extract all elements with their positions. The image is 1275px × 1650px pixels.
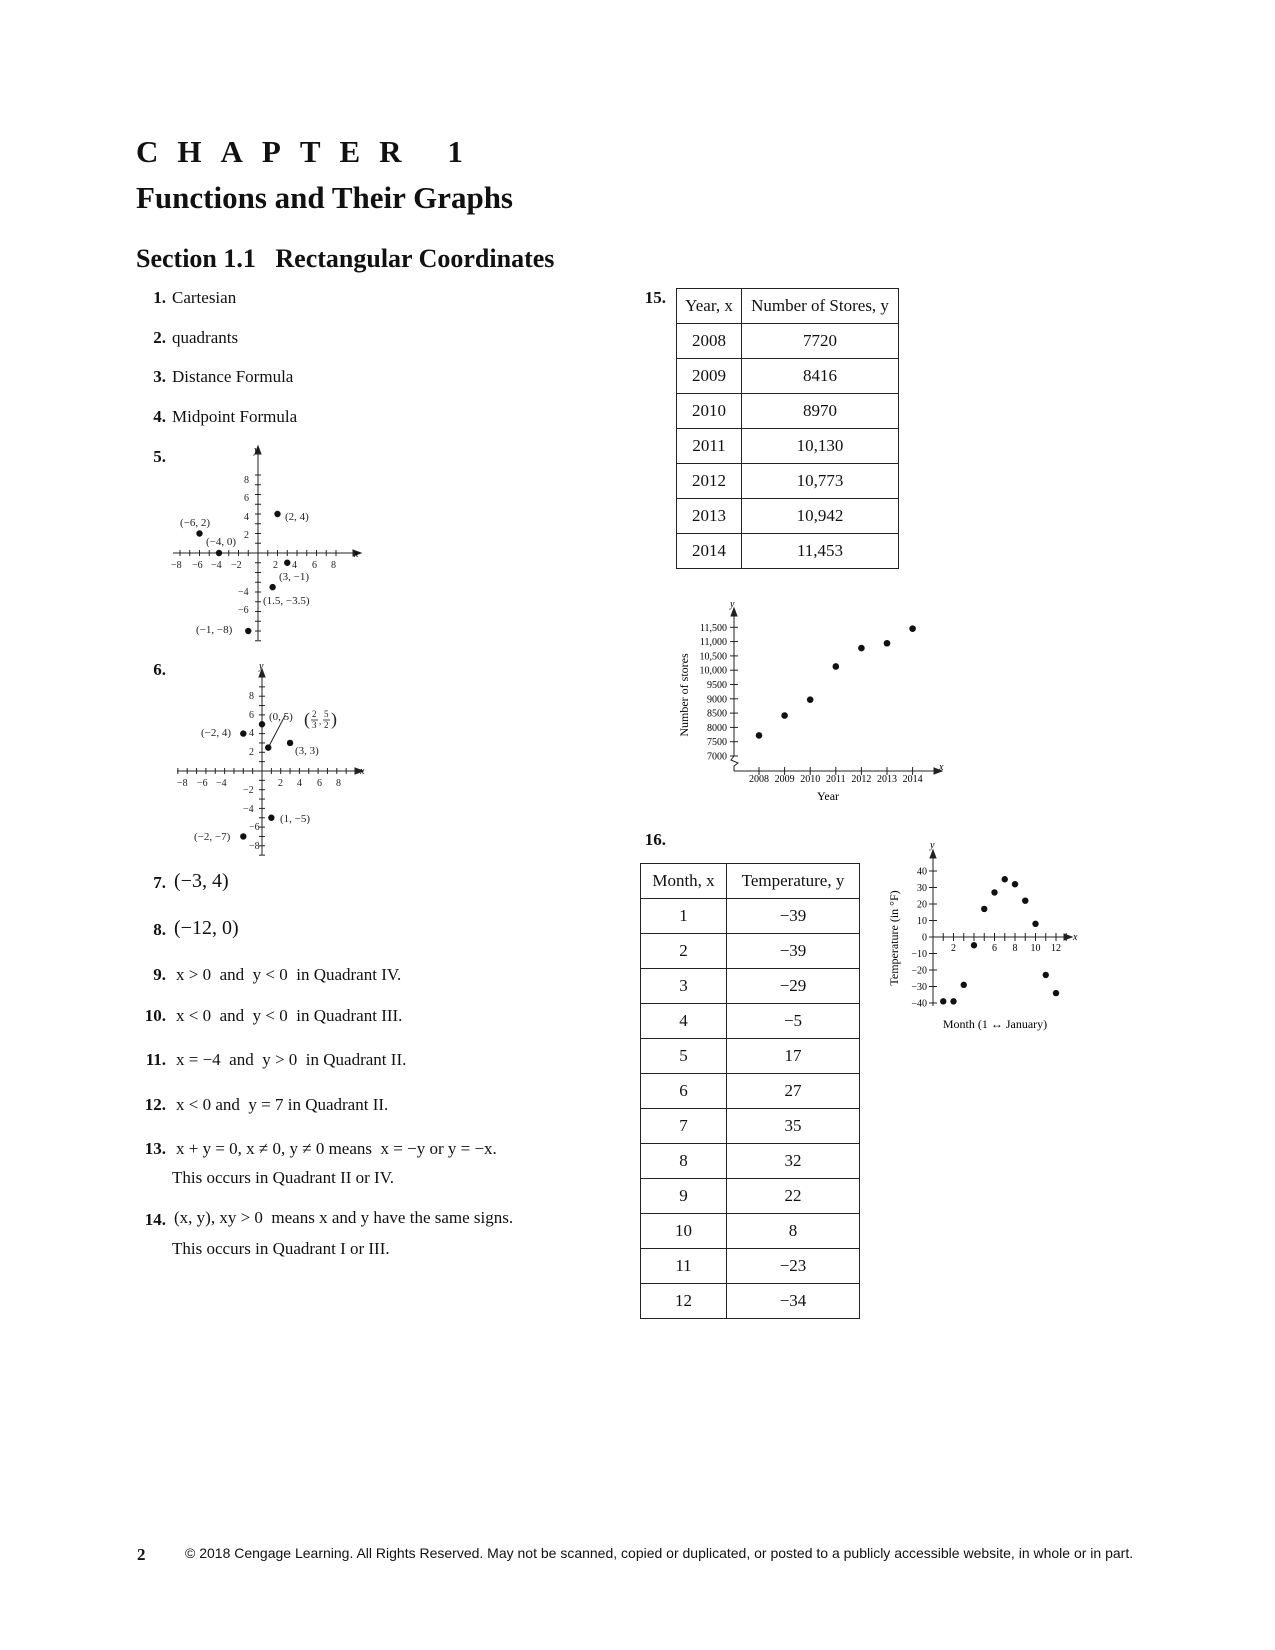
table-row: 2009 8416: [677, 359, 899, 394]
table-row: 11 −23: [641, 1249, 860, 1284]
chart15-point: [884, 640, 891, 647]
chart15-y-tick-label: 11,500: [699, 622, 727, 634]
chart16-point: [940, 998, 946, 1004]
plot5-point-label: (−1, −8): [196, 624, 233, 636]
plot5-point: [216, 550, 222, 556]
plot-5: [165, 440, 380, 650]
chart16-point: [950, 998, 956, 1004]
plot6-point: [259, 721, 265, 727]
table-16: [640, 863, 860, 1319]
table-15: [676, 288, 899, 569]
answer-13: x + y = 0, x ≠ 0, y ≠ 0 means x = −y or y = −x.: [176, 1139, 497, 1158]
chart15-x-tick-label: 2011: [825, 774, 846, 785]
plot5-y-tick: −4: [238, 587, 249, 598]
table-header: Temperature, y: [727, 864, 860, 899]
chart16-x-axis-letter: x: [1073, 932, 1078, 943]
chart15-point: [756, 732, 763, 739]
table-header: Month, x: [641, 864, 727, 899]
chart16-point: [1053, 990, 1059, 996]
answer-number-6: 6.: [153, 660, 166, 679]
plot5-point: [269, 584, 275, 590]
fraction-close-paren: ): [331, 709, 337, 729]
plot5-y-axis-letter: y: [254, 445, 259, 456]
answer-4: Midpoint Formula: [172, 407, 298, 426]
plot5-x-tick: 2: [273, 560, 278, 571]
plot6-point: [268, 815, 274, 821]
answer-10: x < 0 and y < 0 in Quadrant III.: [176, 1006, 403, 1025]
plot6-point: [240, 730, 246, 736]
plot-6: [165, 655, 380, 860]
answer-number-1: 1.: [153, 288, 166, 307]
answer-number-9: 9.: [153, 965, 166, 984]
table-row: 9 22: [641, 1179, 860, 1214]
answer-number-12: 12.: [144, 1095, 166, 1114]
section-title: Section 1.1 Rectangular Coordinates: [136, 244, 555, 273]
plot6-y-tick: 6: [249, 710, 254, 721]
chart16-y-tick-label: −30: [911, 982, 927, 993]
plot5-point-label: (1.5, −3.5): [263, 595, 310, 607]
plot5-y-tick: 6: [244, 493, 249, 504]
table-row: 2014 11,453: [677, 534, 899, 569]
table-row: 3 −29: [641, 969, 860, 1004]
plot5-y-tick: 8: [244, 475, 249, 486]
plot6-point: [265, 744, 271, 750]
answer-3: Distance Formula: [172, 367, 294, 386]
answer-number-10: 10.: [144, 1006, 166, 1025]
plot6-point-label: (0, 5): [269, 711, 293, 723]
plot5-x-tick: −8: [171, 560, 182, 571]
table-header: Year, x: [677, 289, 742, 324]
plot5-point: [284, 560, 290, 566]
answer-14: (x, y), xy > 0 means x and y have the same signs.: [174, 1208, 514, 1227]
chart15-x-tick-label: 2010: [800, 774, 821, 785]
table-row: 2010 8970: [677, 394, 899, 429]
chart16-y-tick-label: 40: [917, 866, 927, 878]
answer-12: x < 0 and y = 7 in Quadrant II.: [176, 1095, 389, 1114]
plot6-point: [287, 740, 293, 746]
plot6-x-tick: 4: [297, 778, 302, 789]
chart16-point: [1022, 898, 1028, 904]
chart16-point: [1012, 881, 1018, 887]
chart16-y-tick-label: 30: [917, 883, 927, 894]
plot5-point-label: (−6, 2): [180, 517, 211, 529]
table-row: 12 −34: [641, 1284, 860, 1319]
chart16-y-tick-label: 0: [922, 932, 927, 944]
plot6-point-label: (1, −5): [280, 813, 311, 825]
chart15-point: [858, 645, 865, 652]
plot6-y-tick: 8: [249, 691, 254, 702]
table-row: 1 −39: [641, 899, 860, 934]
plot5-x-axis-letter: x: [354, 549, 359, 560]
answer-number-14: 14.: [144, 1210, 166, 1229]
chart15-y-tick-label: 8000: [707, 722, 727, 734]
fraction-open-paren: (: [304, 709, 310, 729]
plot5-x-tick: −6: [192, 560, 203, 571]
plot6-point-label: (−2, −7): [194, 831, 231, 843]
table-row: 7 35: [641, 1109, 860, 1144]
answer-2: quadrants: [172, 328, 239, 347]
answer-number-3: 3.: [153, 367, 166, 386]
chart16-point: [961, 982, 967, 988]
plot6-y-tick: −2: [243, 785, 254, 796]
plot5-point: [245, 628, 251, 634]
plot6-y-tick: −4: [243, 804, 254, 815]
chart16-y-axis-letter: y: [930, 840, 935, 851]
plot5-y-tick: 4: [244, 512, 249, 523]
chart15-point: [833, 663, 840, 670]
chart15-point: [781, 712, 788, 719]
answer-number-4: 4.: [153, 407, 166, 426]
chart15-y-label: Number of stores: [677, 653, 691, 737]
chart15-y-tick-label: 11,000: [699, 637, 727, 649]
plot6-y-tick: 4: [249, 728, 254, 739]
chart16-y-tick-label: 10: [917, 916, 927, 927]
answer-number-2: 2.: [153, 328, 166, 347]
chart16-point: [1043, 972, 1049, 978]
plot5-y-tick: −6: [238, 605, 249, 616]
table-row: 5 17: [641, 1039, 860, 1074]
plot6-x-tick: −6: [197, 778, 208, 789]
chart16-y-tick-label: −10: [911, 949, 927, 960]
chapter-label: CHAPTER 1: [136, 134, 482, 169]
chart16-x-tick-label: 6: [992, 943, 997, 954]
table-row: 10 8: [641, 1214, 860, 1249]
chart16-x-tick-label: 2: [951, 943, 956, 954]
chart16-y-tick-label: −40: [911, 998, 927, 1010]
temperature-scatter-chart: [880, 838, 1090, 1038]
chart16-x-tick-label: 10: [1030, 943, 1041, 954]
chart16-point: [1032, 921, 1038, 927]
plot6-x-tick: −4: [216, 778, 227, 789]
answer-9: x > 0 and y < 0 in Quadrant IV.: [176, 965, 402, 984]
chart15-point: [909, 625, 916, 632]
table-row: 2013 10,942: [677, 499, 899, 534]
page-number: 2: [137, 1545, 146, 1564]
copyright-notice: © 2018 Cengage Learning. All Rights Reserved. May not be scanned, copied or duplicated, or posted to a publicly accessible website, in whole or in part.: [185, 1545, 1134, 1561]
chart15-y-tick-label: 9000: [707, 694, 727, 706]
plot5-y-tick: 2: [244, 530, 249, 541]
chart15-x-axis-letter: x: [939, 762, 944, 773]
chart15-x-tick-label: 2013: [877, 774, 897, 785]
answer-7: (−3, 4): [174, 870, 229, 892]
chart15-x-tick-label: 2009: [774, 774, 795, 785]
answer-11: x = −4 and y > 0 in Quadrant II.: [176, 1050, 407, 1069]
table-header: Number of Stores, y: [742, 289, 899, 324]
answer-1: Cartesian: [172, 288, 237, 307]
plot5-x-tick: 6: [312, 560, 317, 571]
chart15-x-label: Year: [816, 789, 840, 803]
answer-13-line2: This occurs in Quadrant II or IV.: [172, 1168, 395, 1187]
plot6-x-tick: 6: [317, 778, 322, 789]
chart15-x-tick-label: 2014: [902, 774, 923, 785]
fraction-numerator-2: 5: [324, 709, 329, 719]
plot5-point-label: (2, 4): [285, 511, 309, 523]
chart15-x-tick-label: 2012: [851, 774, 872, 785]
table-row: 2012 10,773: [677, 464, 899, 499]
answer-14-line2: This occurs in Quadrant I or III.: [172, 1239, 390, 1258]
plot6-y-tick: −6: [249, 822, 260, 833]
plot5-x-tick: −2: [231, 560, 242, 571]
plot5-point: [274, 511, 280, 517]
fraction-comma: ,: [319, 716, 322, 726]
chart15-y-tick-label: 7500: [707, 737, 727, 749]
plot6-point-label: (3, 3): [295, 745, 319, 757]
chart16-point: [991, 889, 997, 895]
plot6-point: [240, 833, 246, 839]
chart16-point: [1002, 876, 1008, 882]
chart15-y-tick-label: 8500: [707, 708, 727, 720]
answer-number-8: 8.: [153, 920, 166, 939]
answer-number-5: 5.: [153, 447, 166, 466]
plot6-x-tick: 8: [336, 778, 341, 789]
plot6-point-label: (−2, 4): [201, 727, 232, 739]
plot5-x-tick: 4: [292, 560, 297, 571]
chart16-x-label: Month (1 ↔ January): [942, 1017, 1048, 1031]
chart15-x-tick-label: 2008: [749, 774, 769, 785]
answer-number-16: 16.: [644, 830, 666, 849]
plot5-point-label: (−4, 0): [206, 536, 237, 548]
answer-number-13: 13.: [144, 1139, 166, 1158]
plot6-x-tick: 2: [278, 778, 283, 789]
chart15-point: [807, 696, 814, 703]
chart16-y-tick-label: −20: [911, 965, 927, 977]
plot6-y-axis-letter: y: [259, 661, 264, 672]
plot5-point-label: (3, −1): [279, 571, 310, 583]
fraction-numerator-1: 2: [312, 709, 317, 719]
fraction-denominator-2: 2: [324, 720, 329, 730]
chart16-point: [971, 942, 977, 948]
plot5-x-tick: −4: [211, 560, 222, 571]
plot6-y-tick: 2: [249, 747, 254, 758]
plot5-point: [196, 530, 202, 536]
chart16-x-tick-label: 8: [1012, 943, 1018, 954]
plot6-x-tick: −8: [177, 778, 188, 789]
answer-number-7: 7.: [153, 873, 166, 892]
plot6-midpoint-fraction-label: [304, 709, 337, 730]
chapter-title: Functions and Their Graphs: [136, 180, 513, 215]
table-row: 4 −5: [641, 1004, 860, 1039]
plot6-x-axis-letter: x: [360, 766, 365, 777]
stores-scatter-chart: [672, 598, 952, 808]
chart15-y-tick-label: 7000: [707, 751, 727, 763]
fraction-denominator-1: 3: [312, 720, 317, 730]
chart16-point: [981, 906, 987, 912]
plot5-x-tick: 8: [331, 560, 336, 571]
table-row: 2 −39: [641, 934, 860, 969]
answer-number-11: 11.: [145, 1050, 166, 1069]
chart15-y-tick-label: 10,000: [699, 665, 727, 677]
chart15-y-tick-label: 9500: [707, 680, 727, 691]
table-row: 6 27: [641, 1074, 860, 1109]
plot6-y-tick: −8: [249, 841, 260, 852]
answer-8: (−12, 0): [174, 917, 239, 939]
chart15-y-tick-label: 10,500: [699, 651, 727, 663]
table-row: 2011 10,130: [677, 429, 899, 464]
chart16-y-tick-label: 20: [917, 899, 927, 911]
answer-number-15: 15.: [644, 288, 666, 307]
table-row: 8 32: [641, 1144, 860, 1179]
table-row: 2008 7720: [677, 324, 899, 359]
chart16-y-label: Temperature (in °F): [887, 890, 901, 986]
chart15-y-axis-letter: y: [730, 599, 735, 610]
chart16-x-tick-label: 12: [1051, 943, 1061, 954]
